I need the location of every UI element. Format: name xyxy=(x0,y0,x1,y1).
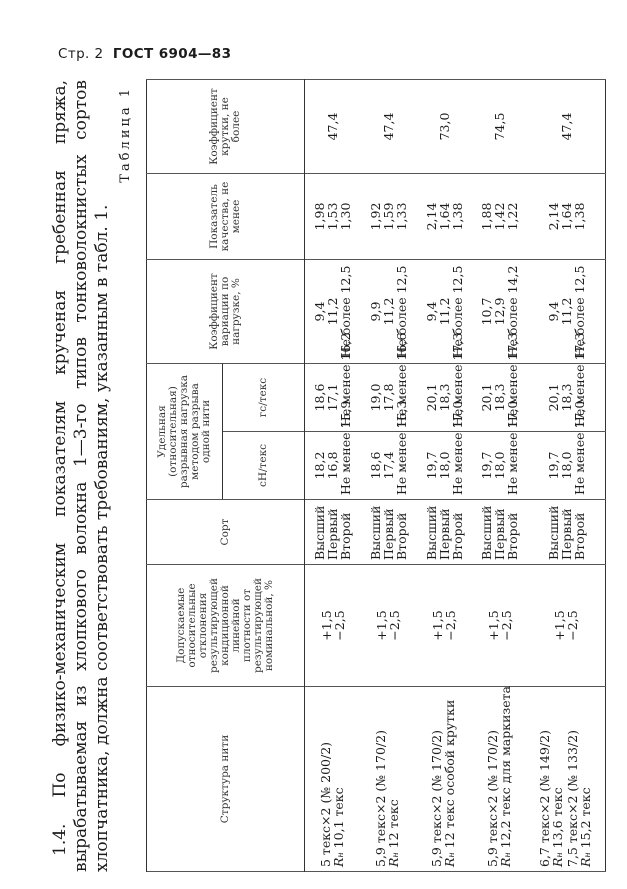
cell-strength-gs: 20,1 18,3 Не менее 17,3 xyxy=(527,364,605,432)
cell-strength-gs: 20,1 18,3 Не менее 17,3 xyxy=(416,364,472,432)
cell-variation: 9,4 11,2 Не более 12,5 xyxy=(527,260,605,364)
cell-deviation: +1,5 −2,5 xyxy=(305,565,361,687)
rotated-content xyxy=(50,80,606,872)
cell-twist: 74,5 xyxy=(472,80,528,174)
table-row xyxy=(361,80,417,872)
cell-strength-cn: 19,7 18,0 Не менее 17,0 xyxy=(472,432,528,500)
col-strength-gs: гс/текс xyxy=(223,364,305,432)
col-quality: Показатель качества, не менее xyxy=(147,174,305,260)
col-deviation: Допускаемые относительные отклонения результирующей кондиционной линейной плотности от результирующей номинальной, % xyxy=(147,565,305,687)
intro-text: 1.4. По физико-механическим показателям крученая гребенная пряжа, вырабатываемая из хлопкового волокна 1—3-го типов тонковолокнистых сортов хлопчатника, должна соответствовать требованиям, указанным в табл. 1. xyxy=(50,80,112,872)
cell-sort: Высший Первый Второй xyxy=(527,500,605,565)
cell-strength-gs: 18,6 17,1 Не менее 16,2 xyxy=(305,364,361,432)
table-row xyxy=(527,80,605,872)
col-twist: Коэффициент крутки, не более xyxy=(147,80,305,174)
col-structure: Структура нити xyxy=(147,687,305,872)
cell-quality: 1,98 1,53 1,30 xyxy=(305,174,361,260)
table-caption: Таблица 1 xyxy=(118,86,133,183)
cell-deviation: +1,5 −2,5 xyxy=(416,565,472,687)
cell-strength-gs: 19,0 17,8 Не менее 16,6 xyxy=(361,364,417,432)
cell-twist: 73,0 xyxy=(416,80,472,174)
cell-sort: Высший Первый Второй xyxy=(416,500,472,565)
cell-strength-cn: 19,7 18,0 Не менее 17,0 xyxy=(527,432,605,500)
cell-structure: 5,9 текс×2 (№ 170/2) Rн 12 текс xyxy=(361,687,417,872)
cell-strength-gs: 20,1 18,3 Не менее 17,3 xyxy=(472,364,528,432)
cell-twist: 47,4 xyxy=(305,80,361,174)
cell-twist: 47,4 xyxy=(361,80,417,174)
table-row xyxy=(472,80,528,872)
cell-sort: Высший Первый Второй xyxy=(361,500,417,565)
cell-strength-cn: 19,7 18,0 Не менее 17,0 xyxy=(416,432,472,500)
cell-quality: 2,14 1,64 1,38 xyxy=(416,174,472,260)
cell-variation: 10,7 12,9 Не более 14,2 xyxy=(472,260,528,364)
cell-strength-cn: 18,2 16,8 Не менее 15,9 xyxy=(305,432,361,500)
cell-quality: 2,14 1,64 1,38 xyxy=(527,174,605,260)
cell-variation: 9,9 11,2 Не более 12,5 xyxy=(361,260,417,364)
cell-strength-cn: 18,6 17,4 Не менее 16,3 xyxy=(361,432,417,500)
page-header xyxy=(58,46,231,62)
cell-quality: 1,88 1,42 1,22 xyxy=(472,174,528,260)
table-row xyxy=(305,80,361,872)
standard-number: ГОСТ 6904—83 xyxy=(112,46,232,62)
cell-variation: 9,4 11,2 Не более 12,5 xyxy=(416,260,472,364)
cell-sort: Высший Первый Второй xyxy=(305,500,361,565)
cell-structure: 5,9 текс×2 (№ 170/2) Rн 12 текс особой крутки xyxy=(416,687,472,872)
col-strength-group: Удельная (относительная) разрывная нагрузка методом разрыва одной нити xyxy=(147,364,223,500)
cell-structure: 5 текс×2 (№ 200/2) Rн 10,1 текс xyxy=(305,687,361,872)
cell-quality: 1,92 1,59 1,33 xyxy=(361,174,417,260)
cell-deviation: +1,5 −2,5 xyxy=(361,565,417,687)
col-variation: Коэффициент вариации по нагрузке, % xyxy=(147,260,305,364)
cell-structure: 6,7 текс×2 (№ 149/2) Rн 13,6 текс 7,5 текс×2 (№ 133/2) Rн 15,2 текс xyxy=(527,687,605,872)
cell-deviation: +1,5 −2,5 xyxy=(472,565,528,687)
cell-variation: 9,4 11,2 Не более 12,5 xyxy=(305,260,361,364)
intro-paragraph xyxy=(50,80,113,872)
requirements-table xyxy=(146,79,606,872)
cell-structure: 5,9 текс×2 (№ 170/2) Rн 12,2 текс для маркизета xyxy=(472,687,528,872)
table-row xyxy=(416,80,472,872)
cell-twist: 47,4 xyxy=(527,80,605,174)
col-strength-cn: сН/текс xyxy=(223,432,305,500)
cell-deviation: +1,5 −2,5 xyxy=(527,565,605,687)
col-sort: Сорт xyxy=(147,500,305,565)
page-number: Стр. 2 xyxy=(58,46,104,62)
cell-sort: Высший Первый Второй xyxy=(472,500,528,565)
